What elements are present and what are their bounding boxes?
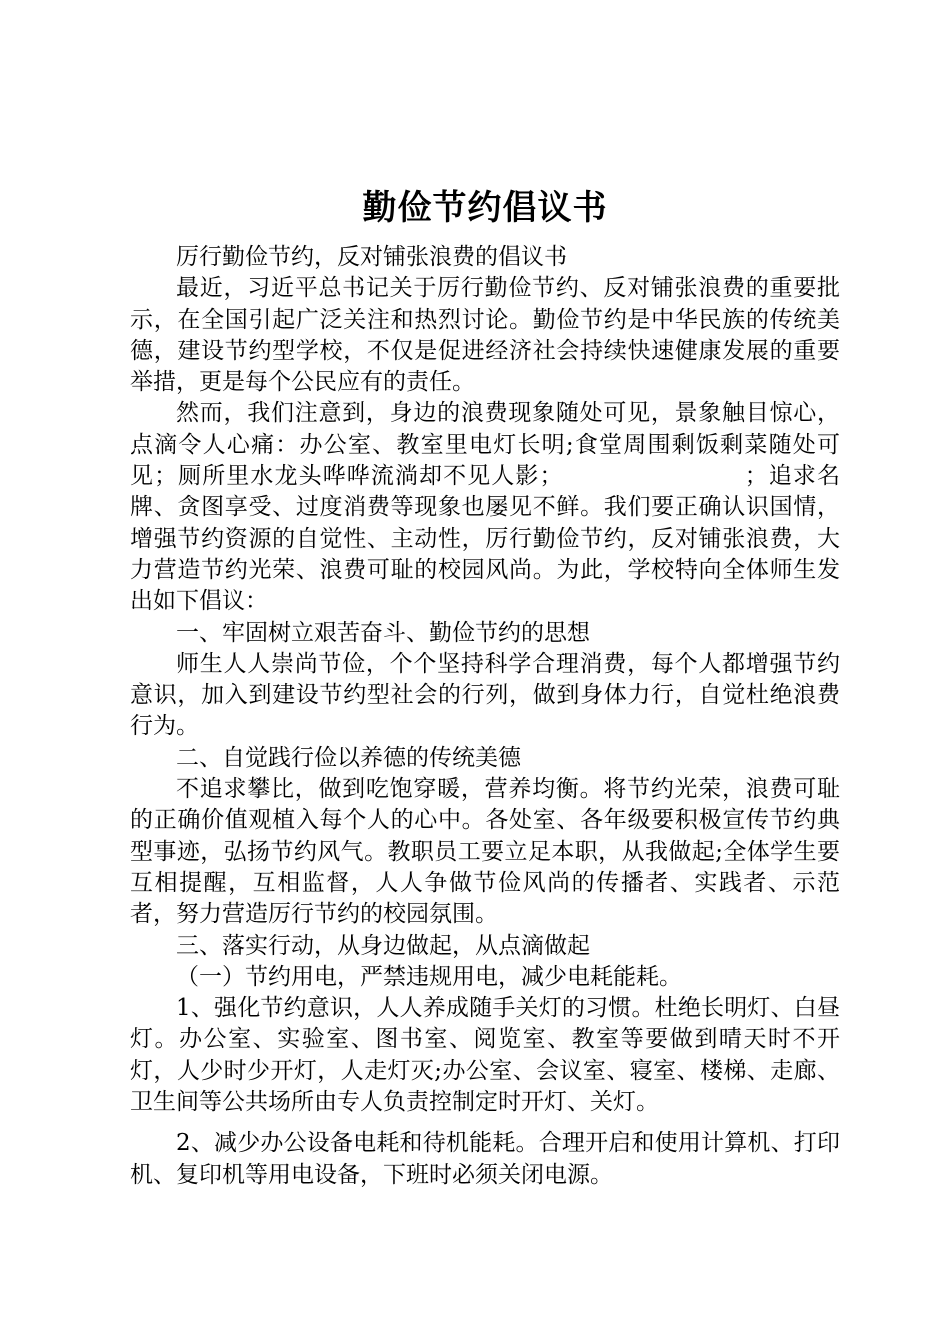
section-1-body: 师生人人崇尚节俭，个个坚持科学合理消费，每个人都增强节约意识，加入到建设节约型社会的行列，做到身体力行，自觉杜绝浪费行为。 (130, 650, 840, 740)
item-1-paragraph: 1、强化节约意识，人人养成随手关灯的习惯。杜绝长明灯、白昼灯。办公室、实验室、图书室、阅览室、教室等要做到晴天时不开灯，人少时少开灯，人走灯灭;办公室、会议室、寝室、楼梯、走廊、卫生间等公共场所由专人负责控制定时开灯、关灯。 (130, 995, 840, 1116)
subsection-heading-electricity: （一）节约用电，严禁违规用电，减少电耗能耗。 (176, 963, 682, 990)
section-2-body: 不追求攀比，做到吃饱穿暖，营养均衡。将节约光荣，浪费可耻的正确价值观植入每个人的心中。各处室、各年级要积极宣传节约典型事迹，弘扬节约风气。教职员工要立足本职，从我做起;全体学生要互相提醒，互相监督，人人争做节俭风尚的传播者、实践者、示范者，努力营造厉行节约的校园氛围。 (130, 776, 840, 928)
waste-paragraph: 然而，我们注意到，身边的浪费现象随处可见，景象触目惊心，点滴令人心痛：办公室、教室里电灯长明;食堂周围剩饭剩菜随处可见；厕所里水龙头哗哗流淌却不见人影； ；追求名牌、贪图享受、过度消费等现象也屡见不鲜。我们要正确认识国情，增强节约资源的自觉性、主动性，厉行勤俭节约，反对铺张浪费，大力营造节约光荣、浪费可耻的校园风尚。为此，学校特向全体师生发出如下倡议： (130, 400, 840, 615)
item-2-paragraph: 2、减少办公设备电耗和待机能耗。合理开启和使用计算机、打印机、复印机等用电设备，下班时必须关闭电源。 (130, 1130, 840, 1188)
section-heading-3: 三、落实行动，从身边做起，从点滴做起 (176, 932, 590, 959)
section-heading-1: 一、牢固树立艰苦奋斗、勤俭节约的思想 (176, 619, 590, 646)
section-heading-2: 二、自觉践行俭以养德的传统美德 (176, 744, 521, 771)
intro-paragraph: 最近，习近平总书记关于厉行勤俭节约、反对铺张浪费的重要批示，在全国引起广泛关注和热烈讨论。勤俭节约是中华民族的传统美德，建设节约型学校，不仅是促进经济社会持续快速健康发展的重要举措，更是每个公民应有的责任。 (130, 275, 840, 396)
document-page (130, 180, 840, 1191)
subtitle-line: 厉行勤俭节约，反对铺张浪费的倡议书 (176, 244, 567, 270)
document-title: 勤俭节约倡议书 (362, 188, 608, 228)
